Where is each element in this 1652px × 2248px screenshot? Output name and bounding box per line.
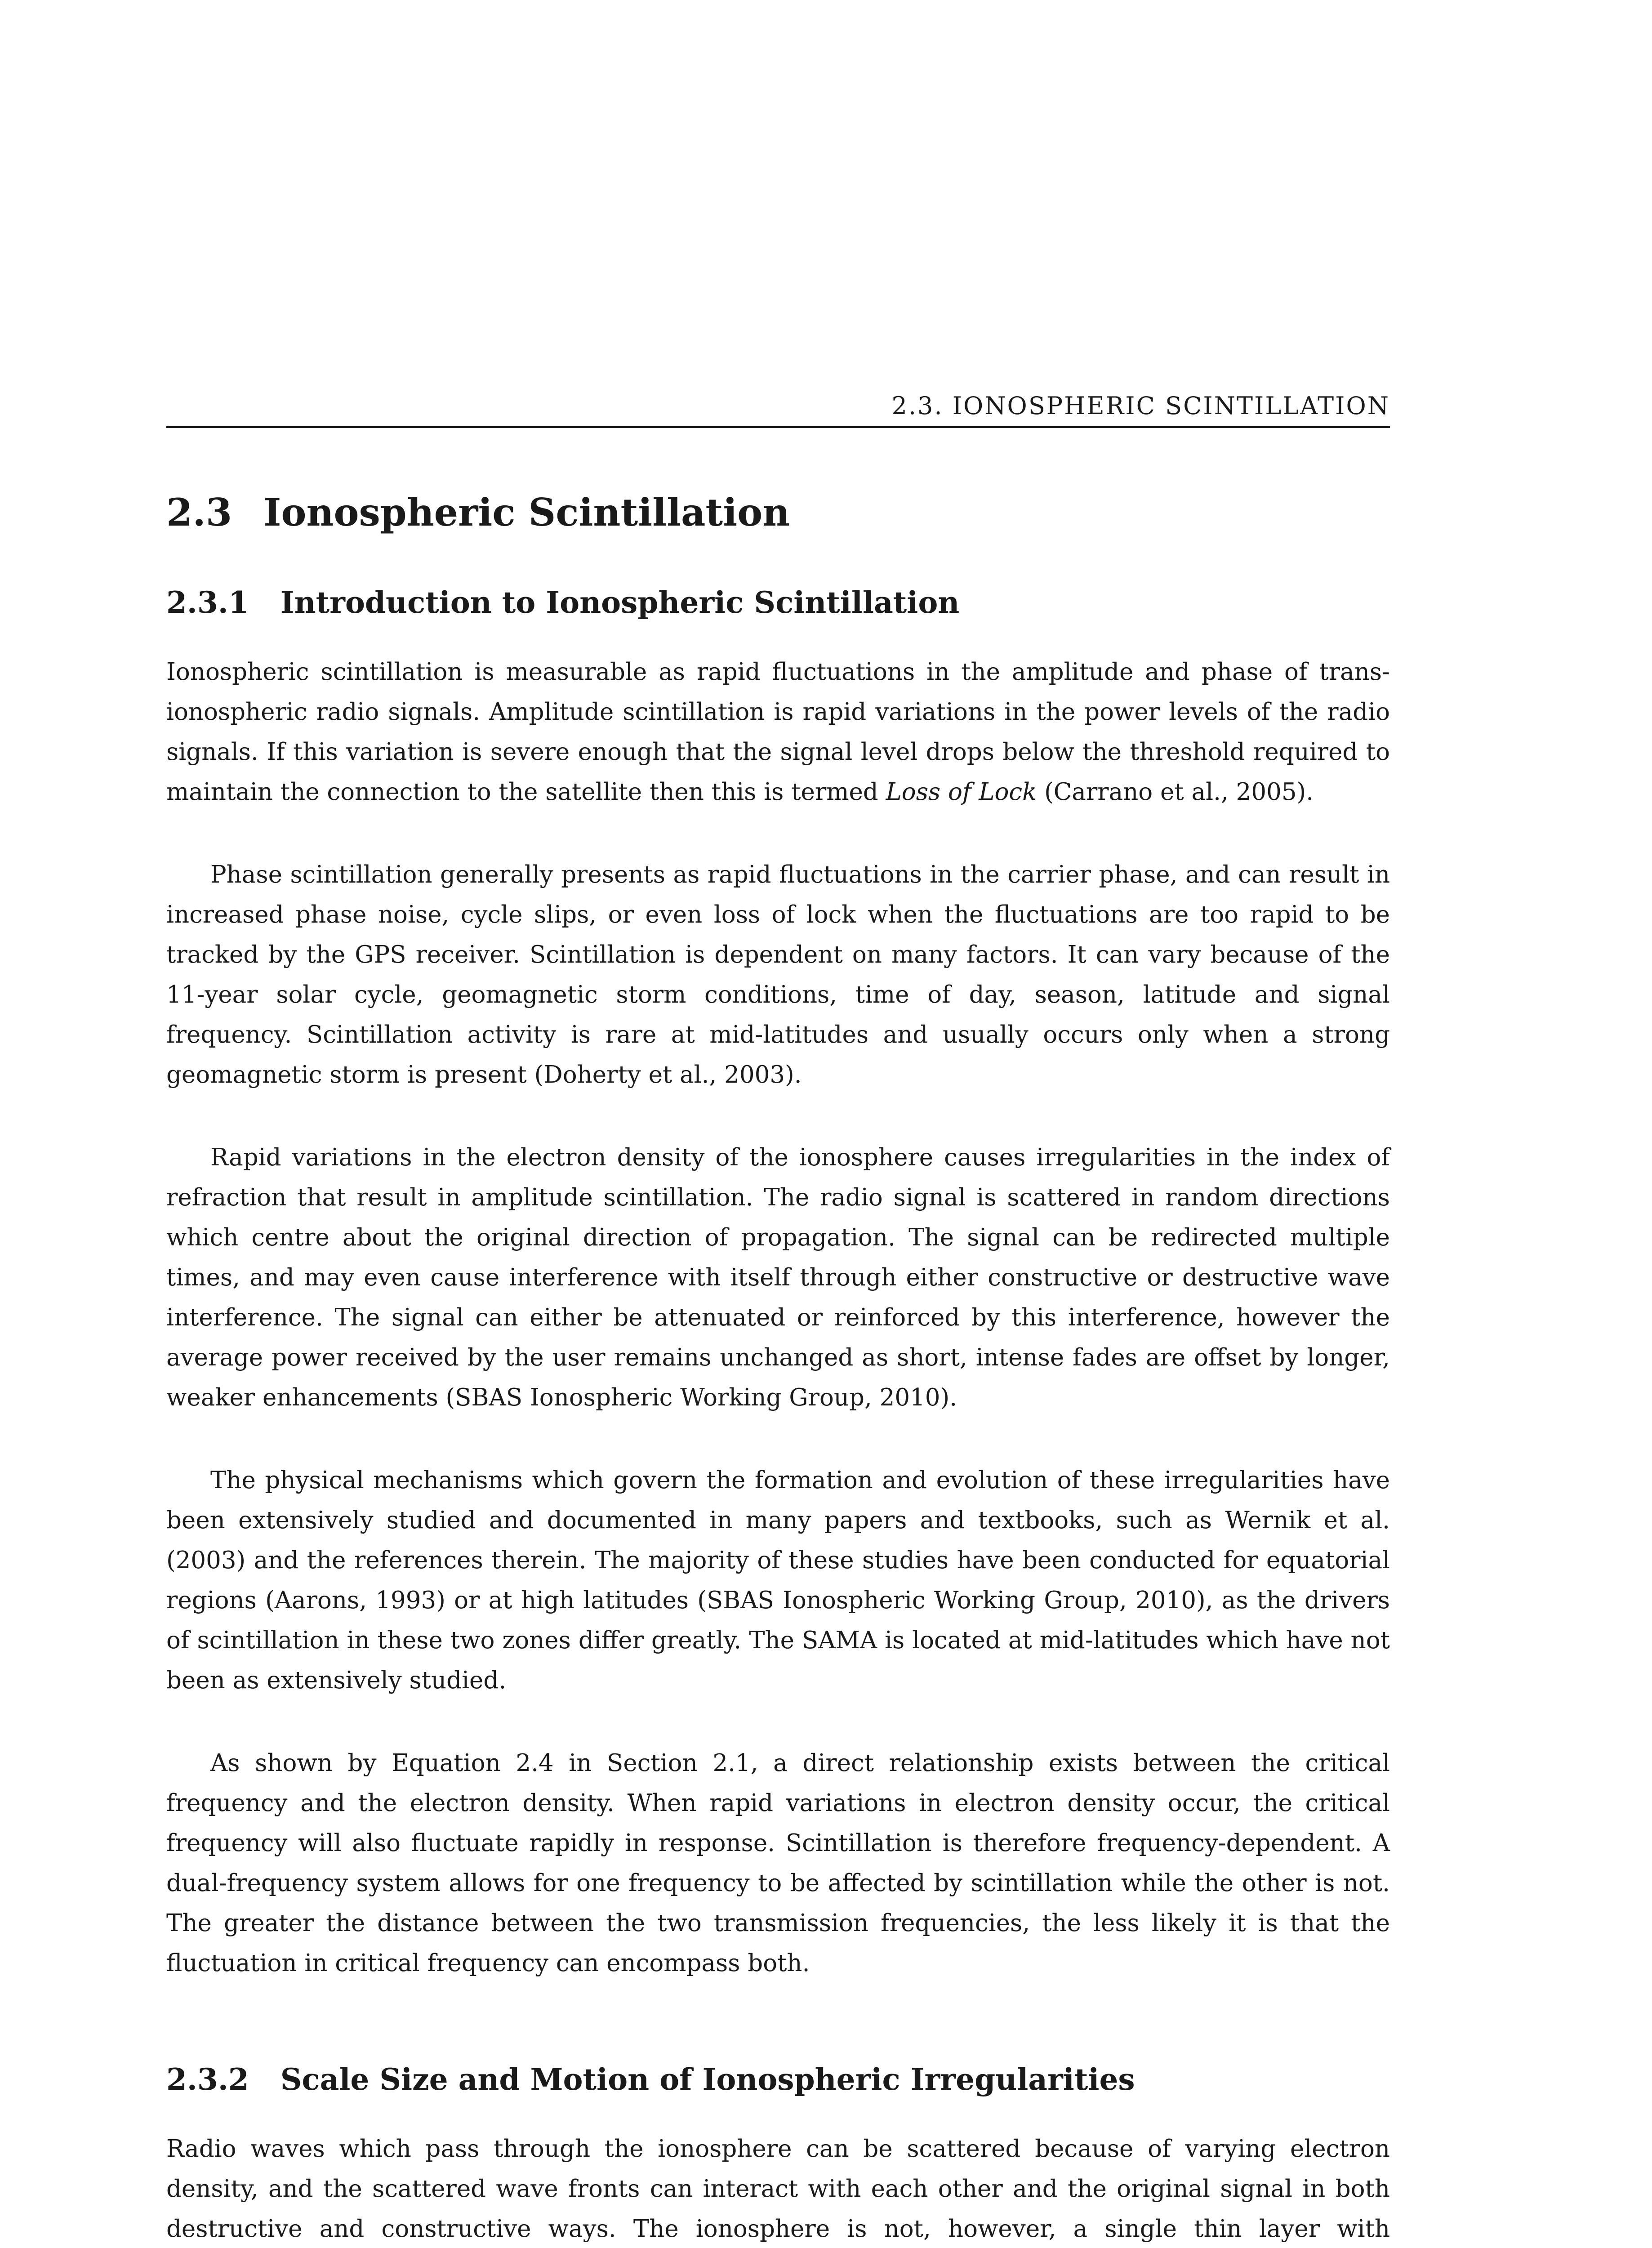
paragraph-1-text: Ionospheric scintillation is measurable as rapid fluctuations in the amplitude and phase of transionospheric radio signals. Amplitude scintillation is rapid variations in the power levels of the radio signals. If this variation is severe enough that the signal level drops below the threshold required to maintain the connection to the satellite then this is termed — [166, 658, 1390, 806]
subsection-heading-2-3-1 — [166, 585, 1390, 620]
running-header — [166, 388, 1390, 428]
running-header-text: 2.3. IONOSPHERIC SCINTILLATION — [891, 392, 1390, 420]
paragraph-5: As shown by Equation 2.4 in Section 2.1, a direct relationship exists between the critical frequency and the electron density. When rapid variations in electron density occur, the critical frequency will also fluctuate rapidly in response. Scintillation is therefore frequency-dependent. A dual-frequency system allows for one frequency to be affected by scintillation while the other is not. The greater the distance between the two transmission frequencies, the less likely it is that the fluctuation in critical frequency can encompass both. — [166, 1749, 1390, 1977]
paragraph-1 — [166, 652, 1390, 812]
section-heading — [166, 490, 1390, 535]
paragraph-4: The physical mechanisms which govern the formation and evolution of these irregularities have been extensively studied and documented in many papers and textbooks, such as Wernik et al. (2003) and the references therein. The majority of these studies have been conducted for equatorial regions (Aarons, 1993) or at high latitudes (SBAS Ionospheric Working Group, 2010), as the drivers of scintillation in these two zones differ greatly. The SAMA is located at mid-latitudes which have not been as extensively studied. — [166, 1466, 1390, 1694]
paragraph-2: Phase scintillation generally presents as rapid fluctuations in the carrier phase, and can result in increased phase noise, cycle slips, or even loss of lock when the fluctuations are too rapid to be tracked by the GPS receiver. Scintillation is dependent on many factors. It can vary because of the 11-year solar cycle, geomagnetic storm conditions, time of day, season, latitude and signal frequency. Scintillation activity is rare at mid-latitudes and usually occurs only when a strong geomagnetic storm is present (Doherty et al., 2003). — [166, 861, 1390, 1088]
subsection-number: 2.3.1 — [166, 584, 249, 620]
subsection-heading-2-3-2 — [166, 2062, 1390, 2097]
section-title: Ionospheric Scintillation — [263, 490, 790, 535]
term-loss-of-lock: Loss of Lock — [886, 778, 1037, 806]
paragraph-3: Rapid variations in the electron density of the ionosphere causes irregularities in the index of refraction that result in amplitude scintillation. The radio signal is scattered in random directions which centre about the original direction of propagation. The signal can be redirected multiple times, and may even cause interference with itself through either constructive or destructive wave interference. The signal can either be attenuated or reinforced by this interference, however the average power received by the user remains unchanged as short, intense fades are offset by longer, weaker enhancements (SBAS Ionospheric Working Group, 2010). — [166, 1143, 1390, 1411]
paragraph-6: Radio waves which pass through the ionosphere can be scattered because of varying electron density, and the scattered wave fronts can interact with each other and the original signal in both destructive and constructive ways. The ionosphere is not, however, a single thin layer with — [166, 2135, 1390, 2243]
subsection-title: Scale Size and Motion of Ionospheric Irregularities — [280, 2061, 1135, 2097]
page-body — [166, 490, 1390, 2248]
subsection-number: 2.3.2 — [166, 2061, 249, 2097]
citation-carrano: (Carrano et al., 2005). — [1037, 778, 1314, 806]
subsection-title: Introduction to Ionospheric Scintillation — [280, 584, 960, 620]
section-number: 2.3 — [166, 490, 232, 535]
